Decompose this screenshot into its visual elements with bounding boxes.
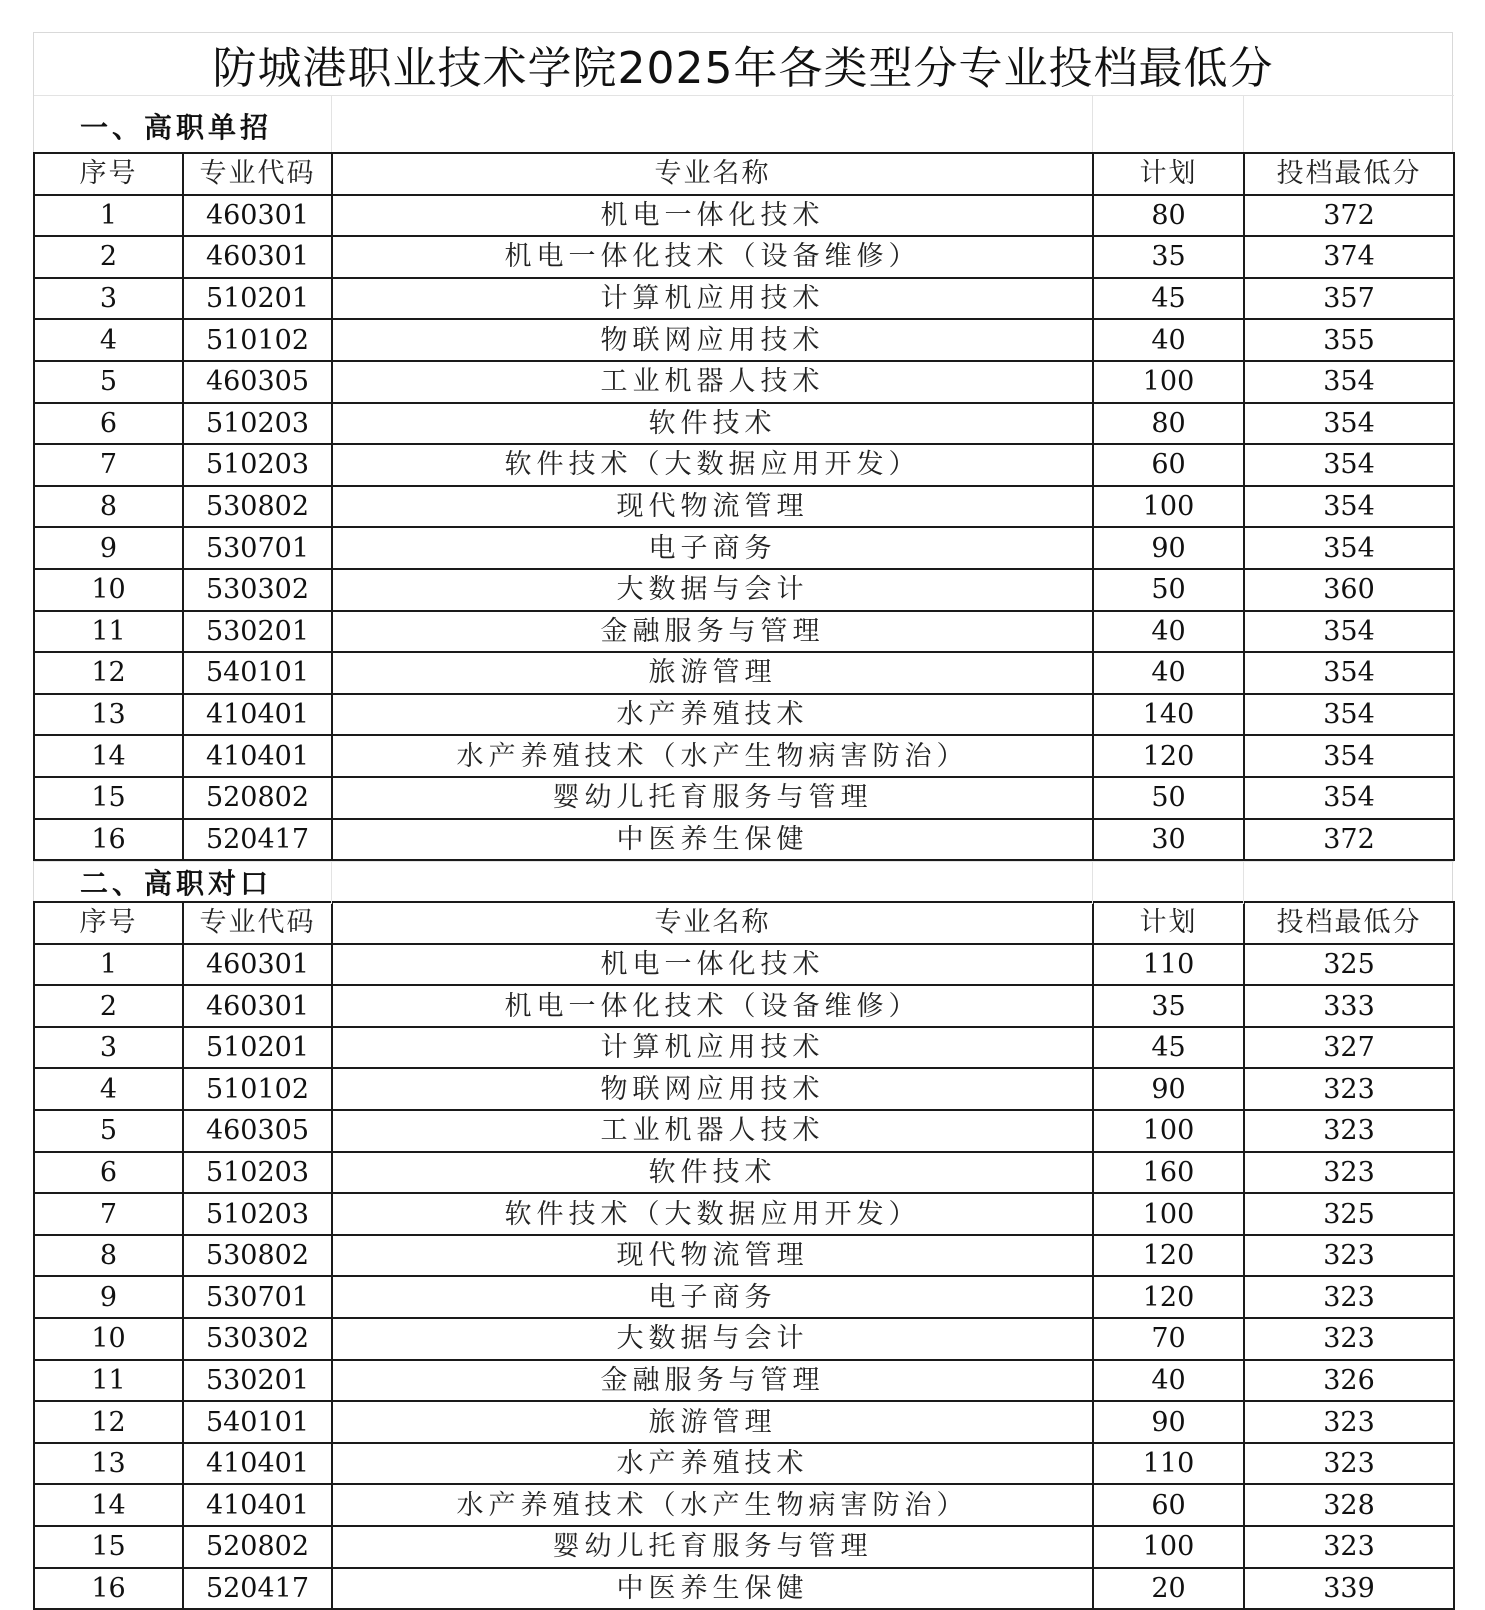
- min-score: 354: [1244, 611, 1454, 653]
- plan-count: 110: [1093, 1443, 1244, 1485]
- column-header-index: 序号: [34, 153, 183, 195]
- table-row: [34, 569, 1454, 611]
- min-score: 354: [1244, 444, 1454, 486]
- major-code: 460301: [183, 944, 332, 986]
- major-name: 水产养殖技术（水产生物病害防治）: [332, 735, 1093, 777]
- major-name: 婴幼儿托育服务与管理: [332, 1526, 1093, 1568]
- empty-cell: [332, 95, 1093, 152]
- row-index: 3: [34, 1027, 183, 1069]
- plan-count: 120: [1093, 735, 1244, 777]
- major-code: 520417: [183, 819, 332, 861]
- min-score: 354: [1244, 652, 1454, 694]
- major-name: 现代物流管理: [332, 486, 1093, 528]
- score-table: [33, 152, 1455, 861]
- major-code: 520802: [183, 777, 332, 819]
- plan-count: 35: [1093, 985, 1244, 1027]
- major-name: 计算机应用技术: [332, 1027, 1093, 1069]
- empty-cell: [332, 861, 1093, 904]
- row-index: 1: [34, 195, 183, 237]
- min-score: 374: [1244, 236, 1454, 278]
- major-name: 现代物流管理: [332, 1235, 1093, 1277]
- plan-count: 40: [1093, 611, 1244, 653]
- min-score: 354: [1244, 486, 1454, 528]
- plan-count: 70: [1093, 1318, 1244, 1360]
- row-index: 11: [34, 611, 183, 653]
- major-name: 金融服务与管理: [332, 611, 1093, 653]
- major-code: 460305: [183, 1110, 332, 1152]
- row-index: 9: [34, 527, 183, 569]
- major-code: 510102: [183, 1068, 332, 1110]
- major-name: 大数据与会计: [332, 1318, 1093, 1360]
- row-index: 5: [34, 1110, 183, 1152]
- row-index: 2: [34, 985, 183, 1027]
- major-name: 计算机应用技术: [332, 278, 1093, 320]
- min-score: 323: [1244, 1276, 1454, 1318]
- major-code: 530302: [183, 1318, 332, 1360]
- major-name: 旅游管理: [332, 652, 1093, 694]
- sheet-title-row: [33, 32, 1453, 95]
- row-index: 12: [34, 652, 183, 694]
- min-score: 357: [1244, 278, 1454, 320]
- major-name: 中医养生保健: [332, 1568, 1093, 1610]
- row-index: 4: [34, 319, 183, 361]
- min-score: 354: [1244, 403, 1454, 445]
- min-score: 327: [1244, 1027, 1454, 1069]
- major-name: 电子商务: [332, 1276, 1093, 1318]
- plan-count: 160: [1093, 1152, 1244, 1194]
- column-header-code: 专业代码: [183, 902, 332, 944]
- table-row: [34, 1152, 1454, 1194]
- table-row: [34, 236, 1454, 278]
- column-header-index: 序号: [34, 902, 183, 944]
- plan-count: 90: [1093, 1401, 1244, 1443]
- section-header-row: [33, 861, 1453, 901]
- row-index: 15: [34, 777, 183, 819]
- empty-cell: [1244, 861, 1454, 904]
- major-code: 530201: [183, 1360, 332, 1402]
- major-code: 510203: [183, 1193, 332, 1235]
- major-code: 540101: [183, 1401, 332, 1443]
- major-code: 460305: [183, 361, 332, 403]
- min-score: 323: [1244, 1443, 1454, 1485]
- table-row: [34, 361, 1454, 403]
- table-row: [34, 1193, 1454, 1235]
- major-name: 物联网应用技术: [332, 1068, 1093, 1110]
- major-code: 510203: [183, 1152, 332, 1194]
- major-name: 软件技术（大数据应用开发）: [332, 444, 1093, 486]
- table-header-row: [34, 902, 1454, 944]
- min-score: 323: [1244, 1318, 1454, 1360]
- plan-count: 100: [1093, 1193, 1244, 1235]
- min-score: 339: [1244, 1568, 1454, 1610]
- column-header-code: 专业代码: [183, 153, 332, 195]
- table-row: [34, 1360, 1454, 1402]
- plan-count: 30: [1093, 819, 1244, 861]
- major-code: 410401: [183, 735, 332, 777]
- major-code: 530201: [183, 611, 332, 653]
- table-row: [34, 1235, 1454, 1277]
- min-score: 354: [1244, 735, 1454, 777]
- section-label: 二、高职对口: [34, 861, 332, 904]
- row-index: 13: [34, 1443, 183, 1485]
- plan-count: 50: [1093, 777, 1244, 819]
- spreadsheet-sheet: [33, 32, 1453, 1610]
- row-index: 7: [34, 444, 183, 486]
- empty-cell: [1093, 861, 1244, 904]
- table-row: [34, 944, 1454, 986]
- plan-count: 100: [1093, 486, 1244, 528]
- plan-count: 100: [1093, 1110, 1244, 1152]
- min-score: 325: [1244, 944, 1454, 986]
- table-row: [34, 611, 1454, 653]
- plan-count: 100: [1093, 361, 1244, 403]
- row-index: 6: [34, 403, 183, 445]
- page-title: 防城港职业技术学院2025年各类型分专业投档最低分: [212, 43, 1274, 94]
- major-name: 旅游管理: [332, 1401, 1093, 1443]
- column-header-min-score: 投档最低分: [1244, 902, 1454, 944]
- min-score: 354: [1244, 527, 1454, 569]
- min-score: 323: [1244, 1110, 1454, 1152]
- major-code: 530701: [183, 527, 332, 569]
- plan-count: 120: [1093, 1276, 1244, 1318]
- min-score: 360: [1244, 569, 1454, 611]
- empty-cell: [1093, 95, 1244, 152]
- major-name: 物联网应用技术: [332, 319, 1093, 361]
- min-score: 354: [1244, 777, 1454, 819]
- column-header-name: 专业名称: [332, 153, 1093, 195]
- table-row: [34, 1568, 1454, 1610]
- major-code: 460301: [183, 985, 332, 1027]
- table-row: [34, 1484, 1454, 1526]
- table-row: [34, 1027, 1454, 1069]
- major-code: 510201: [183, 1027, 332, 1069]
- row-index: 13: [34, 694, 183, 736]
- plan-count: 140: [1093, 694, 1244, 736]
- row-index: 14: [34, 1484, 183, 1526]
- plan-count: 45: [1093, 1027, 1244, 1069]
- major-name: 婴幼儿托育服务与管理: [332, 777, 1093, 819]
- major-code: 510102: [183, 319, 332, 361]
- table-row: [34, 652, 1454, 694]
- row-index: 15: [34, 1526, 183, 1568]
- major-code: 510203: [183, 403, 332, 445]
- table-row: [34, 403, 1454, 445]
- major-code: 510203: [183, 444, 332, 486]
- table-row: [34, 1110, 1454, 1152]
- min-score: 354: [1244, 361, 1454, 403]
- major-code: 410401: [183, 1484, 332, 1526]
- min-score: 333: [1244, 985, 1454, 1027]
- table-row: [34, 985, 1454, 1027]
- min-score: 372: [1244, 195, 1454, 237]
- plan-count: 50: [1093, 569, 1244, 611]
- major-code: 510201: [183, 278, 332, 320]
- plan-count: 40: [1093, 319, 1244, 361]
- table-row: [34, 486, 1454, 528]
- section-label: 一、高职单招: [34, 95, 332, 152]
- row-index: 6: [34, 1152, 183, 1194]
- major-code: 540101: [183, 652, 332, 694]
- table-row: [34, 1443, 1454, 1485]
- min-score: 323: [1244, 1152, 1454, 1194]
- table-row: [34, 1526, 1454, 1568]
- major-name: 机电一体化技术: [332, 944, 1093, 986]
- row-index: 9: [34, 1276, 183, 1318]
- min-score: 355: [1244, 319, 1454, 361]
- row-index: 16: [34, 1568, 183, 1610]
- major-code: 460301: [183, 195, 332, 237]
- table-row: [34, 819, 1454, 861]
- row-index: 2: [34, 236, 183, 278]
- major-code: 520802: [183, 1526, 332, 1568]
- plan-count: 90: [1093, 527, 1244, 569]
- major-name: 水产养殖技术: [332, 694, 1093, 736]
- plan-count: 110: [1093, 944, 1244, 986]
- row-index: 14: [34, 735, 183, 777]
- empty-cell: [1244, 95, 1454, 152]
- table-row: [34, 1401, 1454, 1443]
- major-code: 410401: [183, 1443, 332, 1485]
- major-name: 电子商务: [332, 527, 1093, 569]
- major-code: 520417: [183, 1568, 332, 1610]
- min-score: 323: [1244, 1235, 1454, 1277]
- plan-count: 60: [1093, 1484, 1244, 1526]
- row-index: 11: [34, 1360, 183, 1402]
- row-index: 10: [34, 1318, 183, 1360]
- table-header-row: [34, 153, 1454, 195]
- plan-count: 35: [1093, 236, 1244, 278]
- plan-count: 60: [1093, 444, 1244, 486]
- major-code: 410401: [183, 694, 332, 736]
- major-name: 中医养生保健: [332, 819, 1093, 861]
- column-header-plan: 计划: [1093, 902, 1244, 944]
- major-code: 530701: [183, 1276, 332, 1318]
- plan-count: 80: [1093, 195, 1244, 237]
- table-row: [34, 195, 1454, 237]
- row-index: 16: [34, 819, 183, 861]
- row-index: 8: [34, 486, 183, 528]
- row-index: 1: [34, 944, 183, 986]
- row-index: 3: [34, 278, 183, 320]
- min-score: 325: [1244, 1193, 1454, 1235]
- plan-count: 100: [1093, 1526, 1244, 1568]
- major-name: 工业机器人技术: [332, 361, 1093, 403]
- major-code: 530802: [183, 1235, 332, 1277]
- table-row: [34, 444, 1454, 486]
- column-header-min-score: 投档最低分: [1244, 153, 1454, 195]
- major-code: 530802: [183, 486, 332, 528]
- major-name: 机电一体化技术（设备维修）: [332, 236, 1093, 278]
- table-row: [34, 1068, 1454, 1110]
- row-index: 7: [34, 1193, 183, 1235]
- table-row: [34, 1276, 1454, 1318]
- plan-count: 40: [1093, 652, 1244, 694]
- row-index: 5: [34, 361, 183, 403]
- major-name: 软件技术: [332, 403, 1093, 445]
- row-index: 12: [34, 1401, 183, 1443]
- major-name: 机电一体化技术: [332, 195, 1093, 237]
- table-row: [34, 527, 1454, 569]
- table-row: [34, 777, 1454, 819]
- table-row: [34, 319, 1454, 361]
- major-name: 水产养殖技术（水产生物病害防治）: [332, 1484, 1093, 1526]
- min-score: 323: [1244, 1526, 1454, 1568]
- column-header-name: 专业名称: [332, 902, 1093, 944]
- plan-count: 80: [1093, 403, 1244, 445]
- sections-container: [33, 95, 1453, 1610]
- row-index: 10: [34, 569, 183, 611]
- major-name: 工业机器人技术: [332, 1110, 1093, 1152]
- major-name: 机电一体化技术（设备维修）: [332, 985, 1093, 1027]
- column-header-plan: 计划: [1093, 153, 1244, 195]
- major-name: 金融服务与管理: [332, 1360, 1093, 1402]
- plan-count: 40: [1093, 1360, 1244, 1402]
- section-header-row: [33, 95, 1453, 152]
- min-score: 372: [1244, 819, 1454, 861]
- major-name: 软件技术: [332, 1152, 1093, 1194]
- major-code: 530302: [183, 569, 332, 611]
- row-index: 8: [34, 1235, 183, 1277]
- table-row: [34, 1318, 1454, 1360]
- table-row: [34, 278, 1454, 320]
- min-score: 323: [1244, 1401, 1454, 1443]
- plan-count: 20: [1093, 1568, 1244, 1610]
- plan-count: 120: [1093, 1235, 1244, 1277]
- min-score: 328: [1244, 1484, 1454, 1526]
- major-name: 大数据与会计: [332, 569, 1093, 611]
- min-score: 323: [1244, 1068, 1454, 1110]
- table-row: [34, 735, 1454, 777]
- plan-count: 90: [1093, 1068, 1244, 1110]
- major-name: 水产养殖技术: [332, 1443, 1093, 1485]
- score-table: [33, 901, 1455, 1610]
- min-score: 354: [1244, 694, 1454, 736]
- plan-count: 45: [1093, 278, 1244, 320]
- table-row: [34, 694, 1454, 736]
- row-index: 4: [34, 1068, 183, 1110]
- min-score: 326: [1244, 1360, 1454, 1402]
- major-name: 软件技术（大数据应用开发）: [332, 1193, 1093, 1235]
- major-code: 460301: [183, 236, 332, 278]
